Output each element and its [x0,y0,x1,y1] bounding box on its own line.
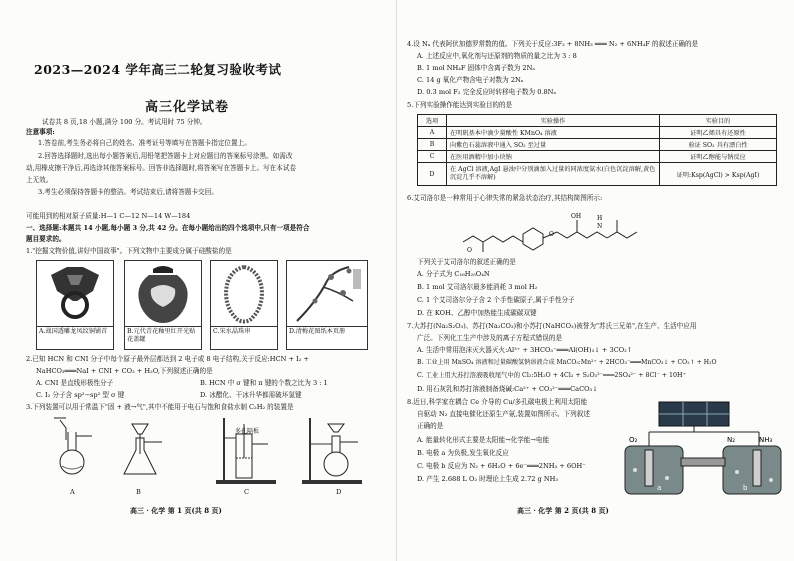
question-7-stem: 广泛。下列化工生产中涉及的离子方程式错误的是 [417,334,563,342]
atom-label: O [467,247,472,254]
table-cell: 在 AgCl 溶液,AgI 悬浊中分别滴加入过量的同浓度氨水(白色沉淀溶解,黄色沉淀几乎不溶解) [447,163,660,186]
question-8-option: A. 能量转化形式主要是太阳能→化学能→电能 [417,436,550,444]
electrode-a-label: a [657,484,662,492]
question-8-stem: 自驱动 N₂ 直接电催化还原生产氨,装置如图所示。下列叙述 [417,410,590,418]
question-4-stem: 4.设 Nₐ 代表阿伏加德罗常数的值。下列关于反应:3F₂ + 8NH₃ ═══ N₂ + 6NH₄F 的叙述正确的是 [407,40,699,48]
section-heading: 一、选择题:本题共 14 小题,每小题 3 分,共 42 分。在每小题给出的四个选项中,只有一项是符合 [26,224,310,232]
bronze-knocker-image [36,260,114,328]
question-7-option: A. 生活中常用泡沫灭火器灭火:Al³⁺ + 3HCO₃⁻═══Al(OH)₃↓ + 3CO₂↑ [417,346,633,354]
solar-electrolysis-figure [619,400,789,498]
option-a-label: A.战国透雕龙凤纹铜铺首 [36,326,114,350]
question-3-stem: 3.下列装置可以用于常温下"固 + 液→气",其中不能用于电石与饱和食盐水制 C₂H₂ 的装置是 [26,403,294,411]
table-header-row [418,115,777,127]
o2-label: O₂ [629,436,638,444]
table-cell: 在明矾基本中滴少量酸性 KMnO₄ 溶液 [447,127,660,139]
table-cell: 在医用酒精中加小块钠 [447,151,660,163]
question-6-prompt: 下列关于艾司洛尔的叙述正确的是 [417,258,516,266]
notice-line: 2.回答选择题时,选出每小题答案后,用铅笔把答题卡上对应题目的答案标号涂黑。如需改 [38,152,293,160]
question-6-option: B. 1 mol 艾司洛尔最多能消耗 3 mol H₂ [417,283,538,291]
question-7-option: B. 工业上用 MnSO₄ 溶液和过量碳酸氢钠溶液合成 MnCO₃:Mn²⁺ + 2HCO₃⁻═══MnCO₃↓ + CO₂↑ + H₂O [417,359,717,366]
experiment-table [417,114,777,186]
salt-bridge [681,458,725,466]
question-6-option: C. 1 个艾司洛尔分子含 2 个手性碳原子,属于手性分子 [417,296,575,304]
apparatus-label-a: A [70,488,75,496]
electrode-b [753,450,761,486]
atom-label: N [597,223,603,230]
table-cell: 证明乙醇能与钠反应 [660,151,777,163]
plum-blossom-album-image [286,260,368,328]
table-cell: D [418,163,447,186]
apparatus-label-d: D [336,488,342,496]
question-8-stem: 8.近日,科学家在耦合 Ce 介导的 Cu/多孔碳电极上利用太阳能 [407,398,588,406]
option-b-label: B.元代青花釉里红开光贴花盖罐 [124,326,202,350]
question-2-option: A. CNI 是直线形极性分子 [36,379,114,387]
apparatus-label-b: B [136,488,141,496]
blue-white-jar-image [124,260,202,328]
table-cell: C [418,151,447,163]
question-8-stem: 正确的是 [417,422,444,430]
apparatus-a [54,418,92,474]
notice-line: 3.考生必须保持答题卡的整洁。考试结束后,请将答题卡交回。 [38,188,218,196]
question-7-stem: 7.大苏打(Na₂S₂O₃)、苏打(Na₂CO₃)和小苏打(NaHCO₃)被誉为"苏氏三兄弟",在生产、生活中应用 [407,322,697,330]
table-cell: A [418,127,447,139]
question-4-option: D. 0.3 mol F₂ 完全反应时转移电子数为 0.8Nₐ [417,88,556,96]
table-header-cell: 实验操作 [447,115,660,127]
question-8-option: B. 电极 a 为负极,发生氧化反应 [417,449,509,457]
notice-title: 注意事项: [26,128,55,136]
table-header-cell: 实验目的 [660,115,777,127]
esmolol-structure [457,206,747,256]
question-2-option: C. I₂ 分子含 sp²−sp² 型 σ 键 [36,391,125,399]
question-2-stem: NaHCO₃═══NaI + CNI + CO₂ + H₂O,下列叙述正确的是 [36,367,213,375]
question-8-option: D. 产生 2.688 L O₂ 时理论上生成 2.72 g NH₃ [417,475,559,483]
question-6-option: D. 在 KOH、乙醇中加热能生成碳碳双键 [417,309,537,317]
question-1-stem: 1."挖掘文物价值,讲好中国故事"。下列文物中主要成分属于硅酸盐的是 [26,247,232,255]
question-7-option: D. 用石灰乳和苏打溶液制备烧碱:Ca²⁺ + CO₃²⁻═══CaCO₃↓ [417,385,598,393]
question-6-stem: 6.艾司洛尔是一种常用于心律失常的紧急状态治疗,其结构简图所示: [407,194,603,202]
page-footer: 高三 · 化学 第 2 页(共 8 页) [517,506,609,515]
atomic-masses: 可能用到的相对原子质量:H—1 C—12 N—14 W—184 [26,212,191,220]
table-row [418,139,777,151]
question-5-stem: 5.下列实验操作能达到实验目的的是 [407,101,513,109]
atom-label: O [549,231,554,238]
option-c-label: C.宋水晶珠串 [210,326,278,350]
right-page [397,0,794,561]
crystal-bead-string-image [210,260,278,328]
subject-title: 高三化学试卷 [145,100,230,115]
electrode-b-label: b [743,484,748,492]
notice-line: 上无效。 [26,176,53,184]
electrode-a [645,450,653,486]
question-2-option: B. HCN 中 σ 键和 π 键的个数之比为 3 : 1 [200,379,328,387]
option-d-label: D.清梅花图纸本页册 [286,326,368,350]
atom-label: H [597,215,603,222]
section-heading: 题目要求的。 [26,235,66,243]
apparatus-figure [40,414,370,486]
table-header-cell: 选项 [418,115,447,127]
exam-title: 2023—2024 学年高三二轮复习验收考试 [34,62,282,77]
porous-plate-label: 多孔隔板 [235,428,260,435]
right-cell [723,446,781,494]
question-2-stem: 2.已知 HCN 和 CNI 分子中每个原子最外层都达到 2 电子或 8 电子结构,关于反应:HCN + I₂ + [26,355,309,363]
apparatus-label-c: C [244,488,250,496]
notice-line: 1.答卷前,考生务必将自己的姓名、准考证号等填写在答题卡指定位置上。 [38,139,251,147]
atom-label: OH [571,213,582,220]
table-row [418,127,777,139]
n2-label: N₂ [727,436,736,444]
table-cell: 向紫色石蕊溶液中通入 SO₂ 至过量 [447,139,660,151]
table-cell: 证明乙烯具有还原性 [660,127,777,139]
question-4-option: A. 上述反应中,氧化剂与还原剂的物质的量之比为 3 : 8 [417,52,577,60]
nh3-label: NH₃ [759,436,773,444]
apparatus-d [302,418,362,484]
exam-intro: 试卷共 8 页,18 小题,满分 100 分。考试用时 75 分钟。 [42,118,207,126]
question-4-option: C. 14 g 氧化产物含电子对数为 2Nₐ [417,76,524,84]
question-2-option: D. 冰醋化、干冰升华都需破坏氢键 [200,391,302,399]
table-cell: 验证 SO₂ 具有漂白性 [660,139,777,151]
notice-line: 动,用橡皮擦干净后,再选涂其他答案标号。回答非选择题时,将答案写在答题卡上。写在本试卷 [26,164,297,172]
question-4-option: B. 1 mol NH₄F 固体中含离子数为 2Nₐ [417,64,535,72]
question-7-option: C. 工业上用大苏打溶液吸收尾气中的 Cl₂:5H₂O + 4Cl₂ + S₂O₃²⁻═══2SO₄²⁻ + 8Cl⁻ + 10H⁺ [417,372,686,379]
question-6-option: A. 分子式为 C₁₆H₂₅O₄N [417,270,490,278]
table-cell: 证明:Ksp(AgCl) > Ksp(AgI) [660,163,777,186]
apparatus-b [124,424,162,474]
table-row [418,151,777,163]
question-8-option: C. 电极 b 反应为 N₂ + 6H₂O + 6e⁻═══2NH₃ + 6OH⁻ [417,462,586,470]
table-row [418,163,777,186]
page-footer: 高三 · 化学 第 1 页(共 8 页) [130,506,222,515]
table-cell: B [418,139,447,151]
